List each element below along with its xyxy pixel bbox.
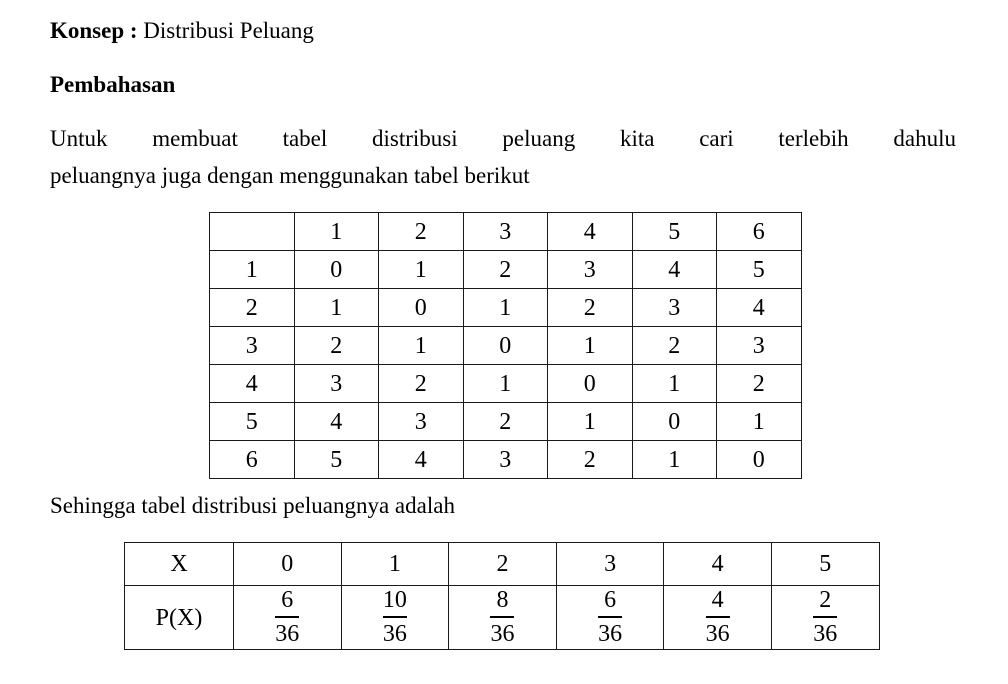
difference-table-cell: 0 [548,365,633,403]
concept-label: Konsep : [50,18,138,43]
difference-table [209,212,802,479]
difference-table-cell: 2 [717,365,802,403]
table-row [210,441,802,479]
prob-table-x-value: 0 [234,543,342,586]
prob-table-probability-cell [556,586,664,650]
prob-table-probability-cell [341,586,449,650]
difference-table-cell: 3 [294,365,379,403]
difference-table-cell: 1 [548,327,633,365]
difference-table-cell: 1 [548,403,633,441]
fraction-numerator: 4 [711,586,724,613]
intro-paragraph [50,120,956,194]
difference-table-cell: 0 [294,251,379,289]
fraction-bar [383,616,407,618]
difference-table-col-header: 2 [379,213,464,251]
difference-table-cell: 2 [463,251,548,289]
fraction [269,588,305,646]
fraction-denominator: 36 [705,620,730,647]
prob-table-probability-cell [449,586,557,650]
fraction-bar [490,616,514,618]
table-row [210,365,802,403]
difference-table-cell: 5 [294,441,379,479]
difference-table-row-header: 1 [210,251,295,289]
fraction-numerator: 6 [604,586,617,613]
fraction [484,588,520,646]
table-row [210,289,802,327]
difference-table-col-header: 6 [717,213,802,251]
prob-table-probability-cell [664,586,772,650]
difference-table-cell: 2 [548,441,633,479]
fraction-numerator: 8 [496,586,509,613]
difference-table-col-header: 4 [548,213,633,251]
prob-table-probability-cell [771,586,879,650]
fraction [592,588,628,646]
difference-table-cell: 4 [379,441,464,479]
difference-table-cell: 2 [294,327,379,365]
difference-table-cell: 3 [463,441,548,479]
difference-table-col-header: 1 [294,213,379,251]
fraction-bar [598,616,622,618]
table-row-x-values [125,543,880,586]
fraction [807,588,843,646]
difference-table-cell: 2 [463,403,548,441]
difference-table-cell: 2 [548,289,633,327]
table-row-probabilities [125,586,880,650]
concept-line [50,16,314,46]
difference-table-cell: 1 [463,365,548,403]
fraction-bar [706,616,730,618]
intro-paragraph-line-2: peluangnya juga dengan menggunakan tabel berikut [50,163,530,188]
difference-table-cell: 5 [717,251,802,289]
difference-table-cell: 4 [632,251,717,289]
difference-table-cell: 1 [463,289,548,327]
concept-value: Distribusi Peluang [143,18,314,43]
prob-table-probability-cell [234,586,342,650]
table-row-header [210,213,802,251]
difference-table-cell: 1 [379,327,464,365]
prob-table-x-value: 1 [341,543,449,586]
difference-table-cell: 4 [294,403,379,441]
difference-table-col-header: 3 [463,213,548,251]
fraction [700,588,736,646]
difference-table-cell: 1 [379,251,464,289]
difference-table-row-header: 3 [210,327,295,365]
table-row [210,403,802,441]
prob-table-x-value: 4 [664,543,772,586]
difference-table-cell: 0 [463,327,548,365]
difference-table-cell: 4 [717,289,802,327]
difference-table-corner [210,213,295,251]
prob-table-x-value: 3 [556,543,664,586]
fraction-denominator: 36 [275,620,300,647]
fraction-numerator: 2 [819,586,832,613]
difference-table-cell: 3 [379,403,464,441]
difference-table-cell: 1 [632,441,717,479]
difference-table-cell: 0 [632,403,717,441]
difference-table-cell: 1 [294,289,379,327]
section-heading: Pembahasan [50,72,176,97]
difference-table-cell: 2 [379,365,464,403]
fraction-denominator: 36 [598,620,623,647]
difference-table-cell: 0 [717,441,802,479]
fraction-numerator: 6 [281,586,294,613]
prob-table-x-value: 2 [449,543,557,586]
difference-table-row-header: 2 [210,289,295,327]
prob-table-row-label-px: P(X) [125,586,234,650]
probability-distribution-table [124,542,880,650]
intro-paragraph-line-1: Untuk membuat tabel distribusi peluang kita cari terlebih dahulu [50,126,956,151]
difference-table-cell: 1 [717,403,802,441]
prob-table-row-label-x: X [125,543,234,586]
difference-table-cell: 3 [632,289,717,327]
difference-table-cell: 1 [632,365,717,403]
difference-table-cell: 0 [379,289,464,327]
fraction-bar [275,616,299,618]
difference-table-row-header: 4 [210,365,295,403]
difference-table-row-header: 5 [210,403,295,441]
table-row [210,251,802,289]
fraction-denominator: 36 [382,620,407,647]
table-row [210,327,802,365]
prob-table-x-value: 5 [771,543,879,586]
difference-table-col-header: 5 [632,213,717,251]
fraction [377,588,413,646]
difference-table-cell: 3 [548,251,633,289]
fraction-denominator: 36 [490,620,515,647]
fraction-denominator: 36 [813,620,838,647]
difference-table-cell: 3 [717,327,802,365]
difference-table-cell: 2 [632,327,717,365]
fraction-bar [813,616,837,618]
fraction-numerator: 10 [382,586,407,613]
difference-table-row-header: 6 [210,441,295,479]
closing-line: Sehingga tabel distribusi peluangnya adalah [50,493,455,518]
